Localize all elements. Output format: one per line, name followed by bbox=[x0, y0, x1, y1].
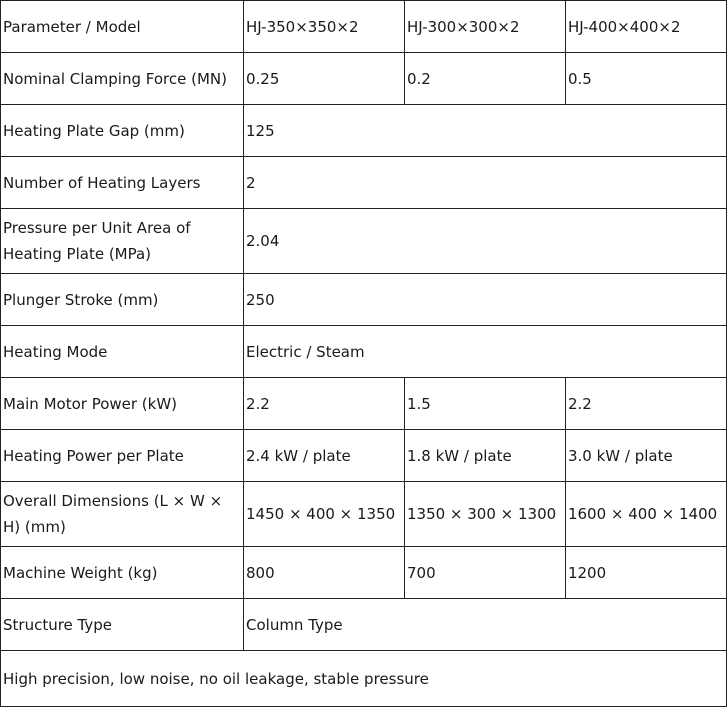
cell-value: Column Type bbox=[244, 599, 727, 651]
row-label: Heating Mode bbox=[1, 326, 244, 378]
cell-value: 2.04 bbox=[244, 209, 727, 274]
cell-value: 1450 × 400 × 1350 bbox=[244, 482, 405, 547]
table-row bbox=[1, 599, 727, 651]
row-label: Plunger Stroke (mm) bbox=[1, 274, 244, 326]
footer-note: High precision, low noise, no oil leakage, stable pressure bbox=[1, 651, 727, 707]
cell-value: 2 bbox=[244, 157, 727, 209]
table-row bbox=[1, 430, 727, 482]
table-row bbox=[1, 53, 727, 105]
cell-value: 1200 bbox=[565, 547, 726, 599]
cell-value: 125 bbox=[244, 105, 727, 157]
cell-value: 250 bbox=[244, 274, 727, 326]
cell-value: 3.0 kW / plate bbox=[565, 430, 726, 482]
row-label: Number of Heating Layers bbox=[1, 157, 244, 209]
table-header-row bbox=[1, 1, 727, 53]
header-label: Parameter / Model bbox=[1, 1, 244, 53]
cell-value: 0.5 bbox=[565, 53, 726, 105]
cell-value: 1600 × 400 × 1400 bbox=[565, 482, 726, 547]
cell-value: 2.2 bbox=[244, 378, 405, 430]
cell-value: 0.25 bbox=[244, 53, 405, 105]
cell-value: 1.5 bbox=[404, 378, 565, 430]
table-row bbox=[1, 482, 727, 547]
table-row bbox=[1, 378, 727, 430]
table-footer-row bbox=[1, 651, 727, 707]
table-row bbox=[1, 157, 727, 209]
cell-value: Electric / Steam bbox=[244, 326, 727, 378]
model-header-1: HJ-350×350×2 bbox=[244, 1, 405, 53]
model-header-2: HJ-300×300×2 bbox=[404, 1, 565, 53]
cell-value: 1.8 kW / plate bbox=[404, 430, 565, 482]
row-label: Machine Weight (kg) bbox=[1, 547, 244, 599]
row-label: Structure Type bbox=[1, 599, 244, 651]
row-label: Pressure per Unit Area of Heating Plate (MPa) bbox=[1, 209, 244, 274]
row-label: Main Motor Power (kW) bbox=[1, 378, 244, 430]
cell-value: 700 bbox=[404, 547, 565, 599]
row-label: Heating Power per Plate bbox=[1, 430, 244, 482]
table-row bbox=[1, 274, 727, 326]
cell-value: 0.2 bbox=[404, 53, 565, 105]
table-row bbox=[1, 105, 727, 157]
model-header-3: HJ-400×400×2 bbox=[565, 1, 726, 53]
table-row bbox=[1, 326, 727, 378]
table-row bbox=[1, 547, 727, 599]
row-label: Overall Dimensions (L × W × H) (mm) bbox=[1, 482, 244, 547]
table-row bbox=[1, 209, 727, 274]
row-label: Nominal Clamping Force (MN) bbox=[1, 53, 244, 105]
cell-value: 2.2 bbox=[565, 378, 726, 430]
cell-value: 800 bbox=[244, 547, 405, 599]
cell-value: 2.4 kW / plate bbox=[244, 430, 405, 482]
cell-value: 1350 × 300 × 1300 bbox=[404, 482, 565, 547]
row-label: Heating Plate Gap (mm) bbox=[1, 105, 244, 157]
